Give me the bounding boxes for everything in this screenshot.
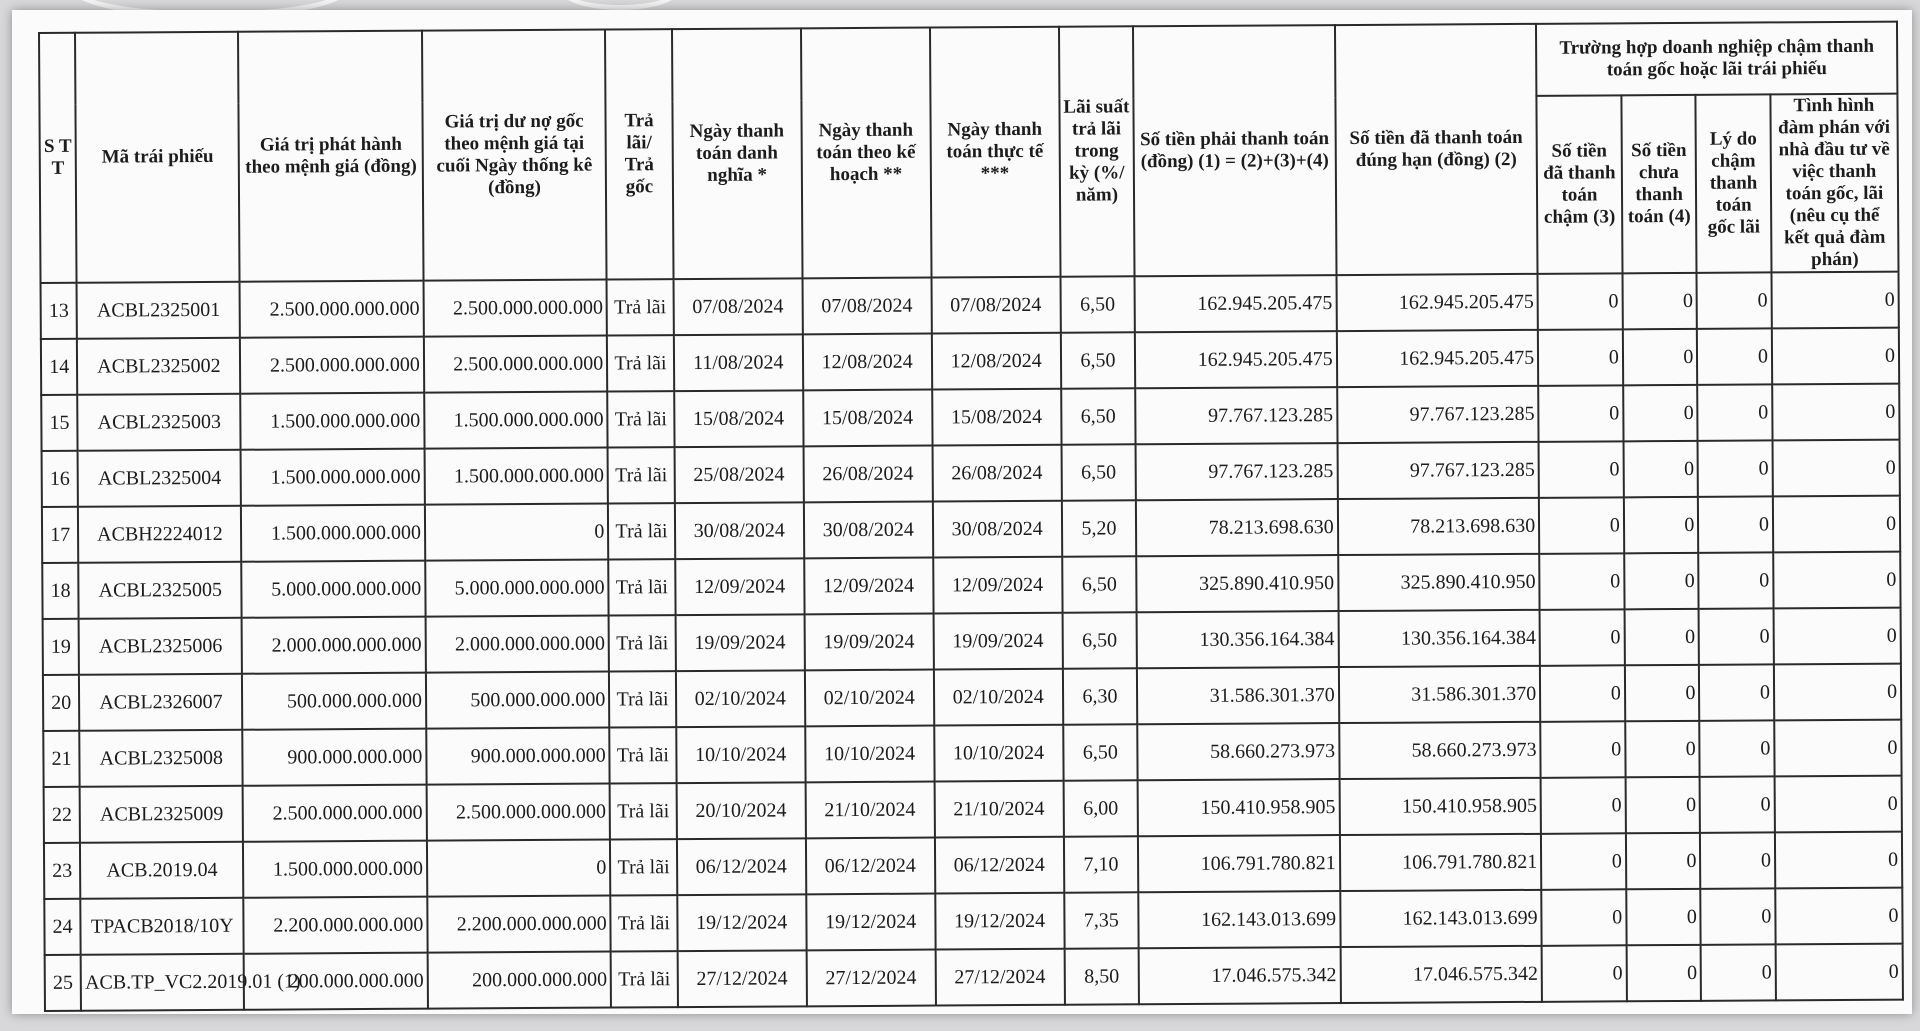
- header-negotiation: Tình hình đàm phán với nhà đầu tư về việc thanh toán gốc, lãi (nêu cụ thể kết quả đàm phán): [1770, 94, 1898, 273]
- cell-paid-on-time: 150.410.958.905: [1339, 778, 1541, 835]
- cell-paid-late: 0: [1540, 609, 1625, 666]
- cell-reason: 0: [1700, 720, 1775, 776]
- cell-actual-date: 30/08/2024: [933, 501, 1062, 558]
- cell-outstanding: 900.000.000.000: [426, 728, 610, 785]
- cell-code: ACB.TP_VC2.2019.01 (1): [81, 954, 245, 1011]
- cell-code: ACBL2325003: [77, 394, 241, 451]
- cell-planned-date: 12/09/2024: [804, 558, 933, 615]
- cell-paid-late: 0: [1541, 889, 1626, 946]
- cell-stt: 16: [42, 451, 79, 507]
- cell-paid-late: 0: [1539, 553, 1624, 610]
- cell-unpaid: 0: [1625, 665, 1700, 721]
- cell-stt: 15: [41, 395, 78, 451]
- cell-stt: 19: [43, 619, 80, 675]
- cell-pay-type: Trả lãi: [607, 335, 674, 391]
- bond-payment-table: [38, 21, 1904, 1012]
- cell-outstanding: 2.500.000.000.000: [423, 280, 607, 337]
- cell-nominal-date: 25/08/2024: [674, 446, 803, 503]
- cell-rate: 6,50: [1062, 556, 1137, 612]
- cell-paid-on-time: 97.767.123.285: [1337, 442, 1539, 499]
- cell-issue-value: 1.500.000.000.000: [243, 841, 427, 898]
- cell-unpaid: 0: [1622, 273, 1697, 329]
- cell-actual-date: 07/08/2024: [931, 277, 1060, 334]
- header-reason: Lý do chậm thanh toán gốc lãi: [1696, 94, 1772, 272]
- cell-amount-due: 78.213.698.630: [1136, 499, 1338, 556]
- cell-amount-due: 17.046.575.342: [1139, 947, 1341, 1004]
- cell-pay-type: Trả lãi: [607, 279, 674, 335]
- cell-actual-date: 19/09/2024: [933, 613, 1062, 670]
- cell-stt: 25: [45, 955, 82, 1011]
- cell-rate: 6,50: [1061, 388, 1136, 444]
- cell-reason: 0: [1698, 496, 1773, 552]
- header-issue-value: Giá trị phát hành theo mệnh giá (đồng): [238, 31, 423, 282]
- cell-planned-date: 19/09/2024: [804, 614, 933, 671]
- cell-reason: 0: [1698, 440, 1773, 496]
- cell-planned-date: 07/08/2024: [802, 278, 931, 335]
- cell-planned-date: 21/10/2024: [805, 782, 934, 839]
- cell-outstanding: 2.000.000.000.000: [425, 616, 609, 673]
- header-unpaid: Số tiền chưa thanh toán (4): [1621, 95, 1697, 273]
- cell-code: ACBH2224012: [78, 506, 242, 563]
- cell-planned-date: 06/12/2024: [806, 838, 935, 895]
- cell-nominal-date: 11/08/2024: [674, 334, 803, 391]
- cell-actual-date: 19/12/2024: [935, 893, 1064, 950]
- cell-planned-date: 26/08/2024: [803, 446, 932, 503]
- cell-nominal-date: 02/10/2024: [676, 670, 805, 727]
- cell-planned-date: 30/08/2024: [804, 502, 933, 559]
- cell-paid-late: 0: [1540, 721, 1625, 778]
- cell-issue-value: 200.000.000.000: [244, 953, 428, 1010]
- cell-negotiation: 0: [1775, 944, 1902, 1001]
- cell-rate: 6,50: [1063, 724, 1138, 780]
- cell-nominal-date: 30/08/2024: [675, 502, 804, 559]
- cell-issue-value: 1.500.000.000.000: [241, 505, 425, 562]
- cell-unpaid: 0: [1624, 497, 1699, 553]
- cell-code: TPACB2018/10Y: [81, 898, 245, 955]
- cell-actual-date: 21/10/2024: [934, 781, 1063, 838]
- cell-unpaid: 0: [1624, 553, 1699, 609]
- cell-paid-on-time: 58.660.273.973: [1339, 722, 1541, 779]
- cell-pay-type: Trả lãi: [608, 503, 675, 559]
- cell-paid-on-time: 78.213.698.630: [1338, 498, 1540, 555]
- cell-issue-value: 2.500.000.000.000: [243, 785, 427, 842]
- header-outstanding: Giá trị dư nợ gốc theo mệnh giá tại cuối Ngày thống kê (đồng): [422, 30, 607, 281]
- cell-amount-due: 97.767.123.285: [1135, 387, 1337, 444]
- cell-negotiation: 0: [1772, 384, 1899, 441]
- cell-actual-date: 10/10/2024: [934, 725, 1063, 782]
- background-decoration: [560, 0, 680, 10]
- cell-issue-value: 2.200.000.000.000: [244, 897, 428, 954]
- cell-planned-date: 15/08/2024: [803, 390, 932, 447]
- cell-actual-date: 15/08/2024: [932, 389, 1061, 446]
- cell-negotiation: 0: [1771, 272, 1898, 329]
- cell-negotiation: 0: [1772, 440, 1899, 497]
- cell-negotiation: 0: [1774, 664, 1901, 721]
- cell-stt: 18: [42, 563, 79, 619]
- cell-reason: 0: [1699, 608, 1774, 664]
- cell-amount-due: 162.143.013.699: [1138, 891, 1340, 948]
- cell-nominal-date: 27/12/2024: [677, 950, 806, 1007]
- document-sheet: [12, 10, 1912, 1014]
- cell-negotiation: 0: [1773, 552, 1900, 609]
- cell-rate: 7,35: [1064, 892, 1139, 948]
- cell-unpaid: 0: [1626, 945, 1701, 1001]
- cell-outstanding: 2.500.000.000.000: [424, 336, 608, 393]
- cell-negotiation: 0: [1775, 888, 1902, 945]
- cell-outstanding: 1.500.000.000.000: [424, 392, 608, 449]
- cell-amount-due: 325.890.410.950: [1136, 555, 1338, 612]
- cell-planned-date: 12/08/2024: [803, 334, 932, 391]
- cell-issue-value: 900.000.000.000: [243, 729, 427, 786]
- cell-paid-on-time: 17.046.575.342: [1340, 946, 1542, 1003]
- cell-amount-due: 97.767.123.285: [1136, 443, 1338, 500]
- cell-paid-on-time: 325.890.410.950: [1338, 554, 1540, 611]
- cell-code: ACBL2325009: [80, 786, 244, 843]
- cell-rate: 6,50: [1060, 276, 1135, 332]
- cell-planned-date: 02/10/2024: [805, 670, 934, 727]
- cell-pay-type: Trả lãi: [609, 727, 676, 783]
- cell-stt: 17: [42, 507, 79, 563]
- cell-nominal-date: 10/10/2024: [676, 726, 805, 783]
- cell-code: ACBL2325001: [77, 282, 241, 339]
- cell-paid-late: 0: [1539, 497, 1624, 554]
- cell-amount-due: 130.356.164.384: [1137, 611, 1339, 668]
- cell-pay-type: Trả lãi: [610, 839, 677, 895]
- table-body: [41, 272, 1903, 1011]
- header-stt: S T T: [39, 33, 77, 283]
- cell-stt: 22: [44, 787, 81, 843]
- cell-paid-late: 0: [1538, 385, 1623, 442]
- cell-paid-on-time: 130.356.164.384: [1338, 610, 1540, 667]
- cell-reason: 0: [1701, 888, 1776, 944]
- cell-negotiation: 0: [1773, 496, 1900, 553]
- cell-planned-date: 10/10/2024: [805, 726, 934, 783]
- cell-reason: 0: [1699, 664, 1774, 720]
- cell-reason: 0: [1700, 832, 1775, 888]
- cell-issue-value: 2.500.000.000.000: [240, 281, 424, 338]
- header-nominal-date: Ngày thanh toán danh nghĩa *: [672, 28, 802, 279]
- cell-nominal-date: 19/09/2024: [675, 614, 804, 671]
- cell-nominal-date: 19/12/2024: [677, 894, 806, 951]
- cell-paid-late: 0: [1538, 329, 1623, 386]
- cell-stt: 21: [43, 731, 80, 787]
- cell-issue-value: 1.500.000.000.000: [241, 449, 425, 506]
- cell-nominal-date: 15/08/2024: [674, 390, 803, 447]
- cell-stt: 23: [44, 843, 81, 899]
- cell-unpaid: 0: [1625, 777, 1700, 833]
- cell-issue-value: 2.500.000.000.000: [240, 337, 424, 394]
- cell-paid-late: 0: [1540, 665, 1625, 722]
- cell-paid-late: 0: [1539, 441, 1624, 498]
- cell-code: ACB.2019.04: [80, 842, 244, 899]
- cell-rate: 6,50: [1060, 332, 1135, 388]
- cell-code: ACBL2325008: [80, 730, 244, 787]
- cell-negotiation: 0: [1774, 776, 1901, 833]
- cell-rate: 6,00: [1063, 780, 1138, 836]
- cell-actual-date: 12/09/2024: [933, 557, 1062, 614]
- cell-amount-due: 162.945.205.475: [1135, 275, 1337, 332]
- cell-paid-on-time: 106.791.780.821: [1340, 834, 1542, 891]
- cell-rate: 6,50: [1062, 612, 1137, 668]
- cell-reason: 0: [1697, 272, 1772, 328]
- cell-outstanding: 5.000.000.000.000: [425, 560, 609, 617]
- header-late-group: Trường hợp doanh nghiệp chậm thanh toán gốc hoặc lãi trái phiếu: [1536, 22, 1897, 96]
- cell-unpaid: 0: [1623, 441, 1698, 497]
- header-paid-late: Số tiền đã thanh toán chậm (3): [1537, 95, 1623, 274]
- header-row-1: [39, 22, 1897, 105]
- cell-negotiation: 0: [1772, 328, 1899, 385]
- cell-negotiation: 0: [1773, 608, 1900, 665]
- cell-pay-type: Trả lãi: [608, 447, 675, 503]
- cell-code: ACBL2326007: [79, 674, 243, 731]
- cell-amount-due: 150.410.958.905: [1138, 779, 1340, 836]
- cell-amount-due: 106.791.780.821: [1138, 835, 1340, 892]
- cell-unpaid: 0: [1626, 889, 1701, 945]
- cell-actual-date: 12/08/2024: [932, 333, 1061, 390]
- cell-planned-date: 19/12/2024: [806, 894, 935, 951]
- header-actual-date: Ngày thanh toán thực tế ***: [930, 27, 1060, 278]
- cell-pay-type: Trả lãi: [608, 559, 675, 615]
- cell-actual-date: 27/12/2024: [935, 949, 1064, 1006]
- cell-nominal-date: 07/08/2024: [673, 278, 802, 335]
- cell-outstanding: 2.200.000.000.000: [427, 896, 611, 953]
- cell-pay-type: Trả lãi: [611, 951, 678, 1007]
- table-row: [45, 944, 1903, 1011]
- cell-pay-type: Trả lãi: [609, 615, 676, 671]
- cell-issue-value: 1.500.000.000.000: [241, 393, 425, 450]
- cell-amount-due: 31.586.301.370: [1137, 667, 1339, 724]
- cell-outstanding: 0: [425, 504, 609, 561]
- cell-paid-on-time: 162.945.205.475: [1337, 330, 1539, 387]
- cell-stt: 20: [43, 675, 80, 731]
- cell-code: ACBL2325002: [77, 338, 241, 395]
- header-planned-date: Ngày thanh toán theo kế hoạch **: [801, 28, 931, 279]
- cell-negotiation: 0: [1774, 720, 1901, 777]
- cell-unpaid: 0: [1625, 721, 1700, 777]
- header-amount-due: Số tiền phải thanh toán (đồng) (1) = (2)+(3)+(4): [1133, 25, 1336, 276]
- cell-paid-late: 0: [1541, 777, 1626, 834]
- cell-rate: 7,10: [1064, 836, 1139, 892]
- cell-paid-on-time: 97.767.123.285: [1337, 386, 1539, 443]
- cell-rate: 8,50: [1064, 948, 1139, 1004]
- cell-pay-type: Trả lãi: [610, 783, 677, 839]
- cell-amount-due: 58.660.273.973: [1137, 723, 1339, 780]
- cell-actual-date: 02/10/2024: [934, 669, 1063, 726]
- cell-nominal-date: 20/10/2024: [676, 782, 805, 839]
- cell-code: ACBL2325006: [79, 618, 243, 675]
- cell-outstanding: 2.500.000.000.000: [426, 784, 610, 841]
- cell-reason: 0: [1701, 944, 1776, 1000]
- cell-stt: 13: [41, 283, 78, 339]
- cell-unpaid: 0: [1626, 833, 1701, 889]
- cell-paid-on-time: 162.945.205.475: [1336, 274, 1538, 331]
- cell-negotiation: 0: [1775, 832, 1902, 889]
- cell-amount-due: 162.945.205.475: [1135, 331, 1337, 388]
- cell-pay-type: Trả lãi: [609, 671, 676, 727]
- cell-rate: 6,50: [1061, 444, 1136, 500]
- cell-issue-value: 500.000.000.000: [242, 673, 426, 730]
- cell-rate: 5,20: [1062, 500, 1137, 556]
- cell-unpaid: 0: [1623, 329, 1698, 385]
- cell-pay-type: Trả lãi: [611, 895, 678, 951]
- cell-paid-late: 0: [1541, 833, 1626, 890]
- header-pay-type: Trả lãi/ Trả gốc: [605, 29, 673, 279]
- cell-reason: 0: [1700, 776, 1775, 832]
- cell-outstanding: 0: [427, 840, 611, 897]
- header-code: Mã trái phiếu: [75, 32, 240, 283]
- cell-rate: 6,30: [1063, 668, 1138, 724]
- cell-code: ACBL2325004: [78, 450, 242, 507]
- cell-actual-date: 26/08/2024: [932, 445, 1061, 502]
- cell-reason: 0: [1698, 384, 1773, 440]
- cell-nominal-date: 06/12/2024: [677, 838, 806, 895]
- cell-unpaid: 0: [1624, 609, 1699, 665]
- cell-stt: 14: [41, 339, 78, 395]
- cell-paid-late: 0: [1542, 945, 1627, 1002]
- cell-actual-date: 06/12/2024: [935, 837, 1064, 894]
- cell-issue-value: 2.000.000.000.000: [242, 617, 426, 674]
- cell-reason: 0: [1697, 328, 1772, 384]
- cell-issue-value: 5.000.000.000.000: [242, 561, 426, 618]
- cell-paid-late: 0: [1538, 273, 1623, 330]
- cell-outstanding: 500.000.000.000: [426, 672, 610, 729]
- header-paid-on-time: Số tiền đã thanh toán đúng hạn (đồng) (2): [1335, 24, 1538, 275]
- cell-nominal-date: 12/09/2024: [675, 558, 804, 615]
- cell-stt: 24: [44, 899, 81, 955]
- cell-outstanding: 200.000.000.000: [427, 952, 611, 1009]
- cell-paid-on-time: 31.586.301.370: [1339, 666, 1541, 723]
- cell-paid-on-time: 162.143.013.699: [1340, 890, 1542, 947]
- cell-pay-type: Trả lãi: [607, 391, 674, 447]
- cell-unpaid: 0: [1623, 385, 1698, 441]
- cell-outstanding: 1.500.000.000.000: [424, 448, 608, 505]
- cell-reason: 0: [1699, 552, 1774, 608]
- cell-planned-date: 27/12/2024: [806, 950, 935, 1007]
- header-rate: Lãi suất trả lãi trong kỳ (%/ năm): [1059, 26, 1135, 276]
- cell-code: ACBL2325005: [79, 562, 243, 619]
